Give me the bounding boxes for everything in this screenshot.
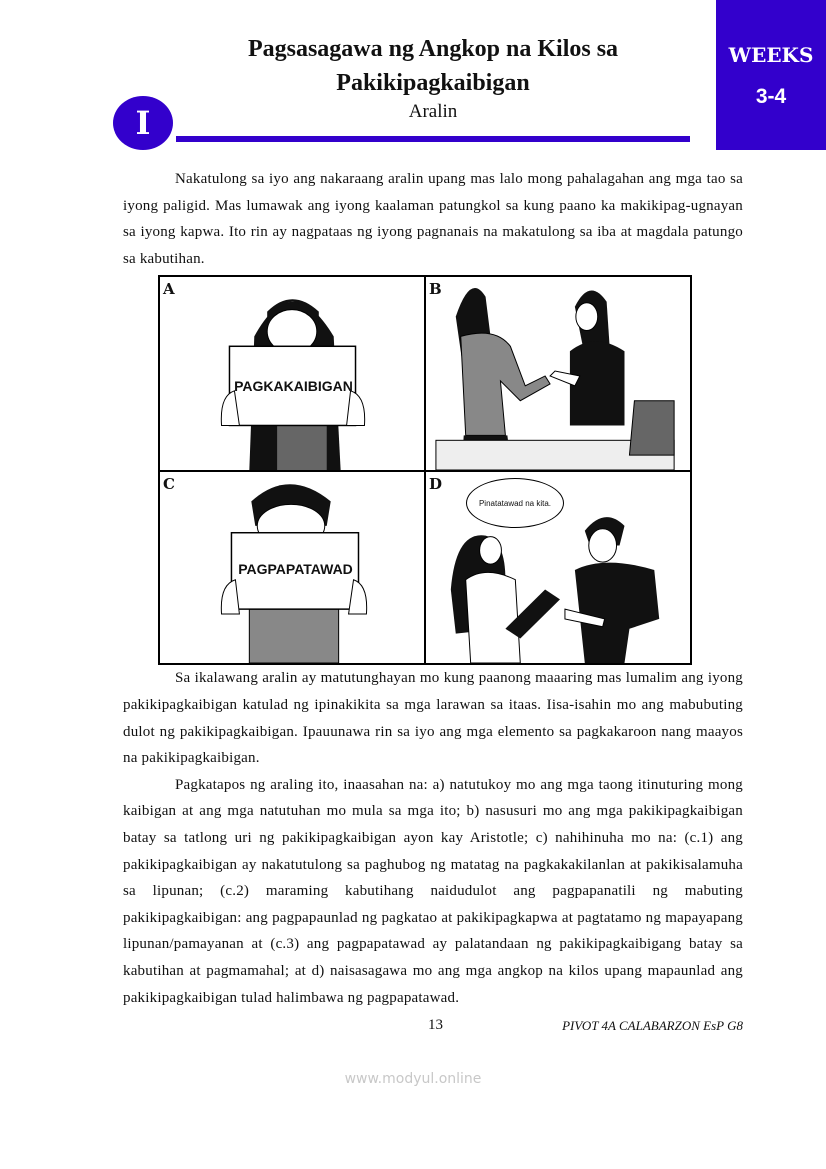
panel-label: D	[429, 475, 443, 494]
panel-a	[159, 276, 425, 471]
publication-footer: PIVOT 4A CALABARZON EsP G8	[562, 1018, 743, 1034]
weeks-label: WEEKS	[728, 43, 814, 67]
girl-holding-sign-illustration	[160, 277, 424, 470]
title-underline	[176, 136, 690, 142]
panel-b	[425, 276, 691, 471]
weeks-tab	[716, 0, 826, 150]
illustration-grid	[158, 275, 692, 665]
lesson-subtitle: Aralin	[408, 101, 458, 122]
panel-c	[159, 471, 425, 664]
lesson-overview-paragraph: Sa ikalawang aralin ay matutunghayan mo kung paanong maaaring mas lumalim ang iyong pakikipagkaibigan katulad ng ipinakikita sa mga larawan sa itaas. Iisa-isahin mo ang mabubuting dulot ng pakikipagkaibigan. Ipauunawa rin sa iyo ang mga elemento sa pagkakaroon nang maayos na pakikipagkaibigan.	[123, 670, 743, 767]
panel-d	[425, 471, 691, 664]
page-footer	[123, 1015, 743, 1039]
panel-label: C	[163, 475, 175, 494]
sign-text: PAGPAPATAWAD	[238, 561, 353, 578]
objectives-paragraph: Pagkatapos ng araling ito, inaasahan na: a) natutukoy mo ang mga taong itinuturing mong kaibigan at ang mga natutuhan mo mula sa mga ito; b) nasusuri mo ang mga pakikipagkaibigan batay sa tatlong uri ng pakikipagkaibigan ayon kay Aristotle; c) nahihinuha mo na: (c.1) ang pakikipagkaibigan ay nakatutulong sa paghubog ng matatag na pagkakakilanlan at pakikisalamuha sa lipunan; (c.2) maraming kabutihang naidudulot ang pagpapanatili ng mabuting pakikipagkaibigan: ang pagpapaunlad ng pagkatao at pakikipagkapwa at pagtatamo ng mapayapang lipunan/pamayanan at (c.3) ang pagpapatawad ay palatandaan ng pakikipagkaibigang batay sa kabutihan at pagmamahal; at d) naisasagawa mo ang mga angkop na kilos upang mapaunlad ang pakikipagkaibigan tulad halimbawa ng pagpapatawad.	[123, 776, 743, 1006]
intro-paragraph: Nakatulong sa iyo ang nakaraang aralin upang mas lalo mong pahalagahan ang mga tao sa iyong paligid. Mas lumawak ang iyong kaalaman patungkol sa kung paano ka makikipag-ugnayan sa iyong kapwa. Ito rin ay nagpataas ng iyong pagnanais na makatulong sa iba at magdala patungo sa kabutihan.	[123, 171, 743, 267]
panel-label: B	[429, 280, 442, 299]
page-content	[123, 166, 743, 1107]
speech-bubble: Pinatatawad na kita.	[466, 478, 564, 528]
weeks-range: 3-4	[755, 85, 787, 108]
handshake-illustration	[426, 277, 690, 470]
lesson-header	[176, 32, 690, 124]
page-number: 13	[428, 1017, 443, 1034]
lesson-title: Pagsasagawa ng Angkop na Kilos sa Pakikipagkaibigan	[247, 36, 619, 96]
panel-label: A	[163, 280, 175, 299]
sign-text: PAGKAKAIBIGAN	[234, 378, 353, 395]
watermark: www.modyul.online	[344, 1071, 482, 1088]
section-badge: I	[113, 96, 173, 150]
